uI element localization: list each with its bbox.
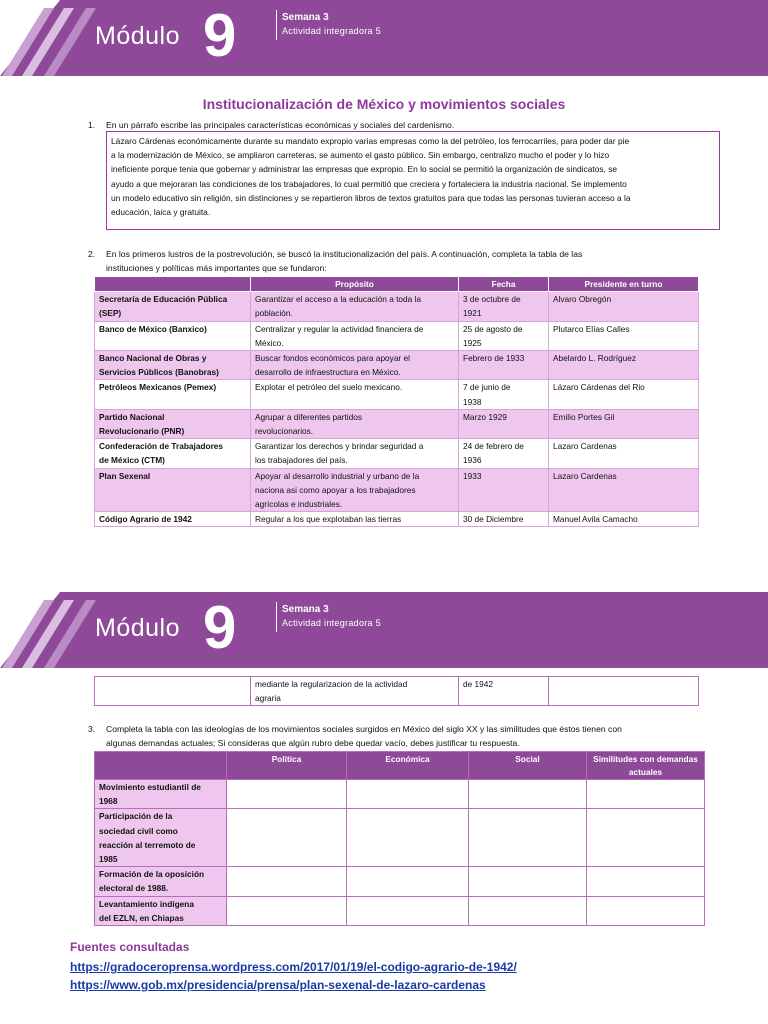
table-row <box>95 321 699 350</box>
table-cell <box>549 677 699 706</box>
answer-line: ineficiente porque tenia que gobernar y administrar las empresas que expropio. En lo social se permitió la organización de sindicatos, se <box>111 164 618 175</box>
cell-line: 3 de octubre de <box>463 294 521 305</box>
cell-line: Garantizar el acceso a la educación a toda la <box>255 294 422 305</box>
table-cell <box>95 321 251 350</box>
cell-line: Secretaría de Educación Pública <box>99 294 228 305</box>
table-row <box>95 809 705 867</box>
cell-line: naciona asi como apoyar a los trabajadores <box>255 484 416 495</box>
cell-line: Buscar fondos económicos para apoyar el <box>255 353 410 364</box>
divider <box>276 602 277 632</box>
empty-answer-cell[interactable] <box>469 896 587 925</box>
col-header: Propósito <box>251 277 459 292</box>
cell-line: Febrero de 1933 <box>463 353 525 364</box>
cell-line: Petróleos Mexicanos (Pemex) <box>99 382 217 393</box>
table-cell <box>459 380 549 409</box>
question-text: instituciones y políticas más importantes que se fundaron: <box>106 263 327 273</box>
table-row <box>95 351 699 380</box>
cell-line: Abelardo L. Rodríguez <box>553 353 637 364</box>
empty-answer-cell[interactable] <box>227 809 347 867</box>
cell-line: 1933 <box>463 470 482 481</box>
table-cell <box>459 468 549 512</box>
table-cell <box>459 321 549 350</box>
table-row <box>95 896 705 925</box>
empty-answer-cell[interactable] <box>227 896 347 925</box>
sources-heading: Fuentes consultadas <box>70 940 190 954</box>
table-row <box>95 409 699 438</box>
module-number: 9 <box>203 2 237 69</box>
cell-line: 25 de agosto de <box>463 323 523 334</box>
answer-line: ayudo a que mejoraran las condiciones de los trabajadores, lo cual permitió que creciera y fortaleciera la industria nacional. Se implemento <box>111 178 627 189</box>
question-text: En los primeros lustros de la postrevolución, se buscó la institucionalización del país. A continuación, completa la tabla de las <box>106 249 583 259</box>
table-cell <box>549 321 699 350</box>
cell-line: revolucionarios. <box>255 426 314 437</box>
table-cell <box>95 439 251 468</box>
table-cell <box>549 409 699 438</box>
table-row <box>95 512 699 527</box>
table-cell <box>459 439 549 468</box>
cell-line: Plutarco Elías Calles <box>553 323 630 334</box>
cell-line: 1925 <box>463 337 482 348</box>
cell-line: Formación de la oposición <box>99 869 205 880</box>
week-label: Semana 3 <box>282 604 329 615</box>
empty-answer-cell[interactable] <box>587 809 705 867</box>
col-header <box>95 277 251 292</box>
row-header <box>95 896 227 925</box>
table-row <box>95 468 699 512</box>
table-cell <box>251 677 459 706</box>
col-header <box>95 752 227 780</box>
table-cell <box>459 677 549 706</box>
table-row <box>95 380 699 409</box>
table-cell <box>251 351 459 380</box>
cell-line: (SEP) <box>99 308 122 319</box>
cell-line: desarrollo de infraestructura en México. <box>255 367 401 378</box>
cell-line: Alvaro Obregón <box>553 294 612 305</box>
empty-answer-cell[interactable] <box>227 867 347 896</box>
table-cell <box>549 439 699 468</box>
cell-line: 1985 <box>99 854 118 865</box>
cell-line: agrícolas e industriales. <box>255 499 343 510</box>
cell-line: de México (CTM) <box>99 455 165 466</box>
question-number: 3. <box>88 724 96 734</box>
source-link-1[interactable]: https://gradoceroprensa.wordpress.com/2017/01/19/el-codigo-agrario-de-1942/ <box>70 960 517 974</box>
table-cell <box>251 512 459 527</box>
divider <box>276 10 277 40</box>
cell-line: Movimiento estudiantil de <box>99 782 201 792</box>
table-cell <box>459 512 549 527</box>
table-cell <box>95 677 251 706</box>
module-label: Módulo <box>95 614 180 642</box>
cell-line: del EZLN, en Chiapas <box>99 912 184 923</box>
cell-line: Manuel Avila Camacho <box>553 514 638 525</box>
empty-answer-cell[interactable] <box>587 896 705 925</box>
cell-line: Regular a los que explotaban las tierras <box>255 514 402 525</box>
cell-line: Servicios Públicos (Banobras) <box>99 367 219 378</box>
table-cell <box>251 321 459 350</box>
cell-line: los trabajadores del país. <box>255 455 348 466</box>
empty-answer-cell[interactable] <box>469 780 587 809</box>
cell-line: Centralizar y regular la actividad financiera de <box>255 323 424 334</box>
answer-line: educación, laica y gratuita. <box>111 207 211 218</box>
cell-line: Participación de la <box>99 811 173 822</box>
institutions-table-continued <box>94 676 699 706</box>
col-header: Económica <box>347 752 469 780</box>
row-header <box>95 809 227 867</box>
cell-line: 30 de Diciembre <box>463 514 524 525</box>
cell-line: agraria <box>255 693 281 704</box>
cell-line: Levantamiento indígena <box>99 898 194 909</box>
module-banner <box>0 0 768 76</box>
cell-line: 1938 <box>463 396 482 407</box>
col-header: Fecha <box>459 277 549 292</box>
answer-line: Lázaro Cárdenas económicamente durante su mandato expropio varias empresas como la del petróleo, los ferrocarriles, para poder dar pie <box>111 136 630 146</box>
question-number: 1. <box>88 120 96 130</box>
answer-box[interactable] <box>106 131 720 230</box>
activity-label: Actividad integradora 5 <box>282 618 381 628</box>
table-row <box>95 780 705 809</box>
module-label: Módulo <box>95 22 180 50</box>
row-header <box>95 867 227 896</box>
empty-answer-cell[interactable] <box>347 809 469 867</box>
table-cell <box>251 468 459 512</box>
table-cell <box>251 409 459 438</box>
cell-line: México. <box>255 337 284 348</box>
empty-answer-cell[interactable] <box>347 867 469 896</box>
institutions-table <box>94 276 699 527</box>
cell-line: Plan Sexenal <box>99 470 151 481</box>
empty-answer-cell[interactable] <box>469 809 587 867</box>
table-row <box>95 292 699 321</box>
cell-line: Lazaro Cardenas <box>553 441 617 452</box>
table-cell <box>459 351 549 380</box>
cell-line: sociedad civil como <box>99 825 178 836</box>
module-banner <box>0 592 768 668</box>
col-header: Presidente en turno <box>549 277 699 292</box>
source-link-2[interactable]: https://www.gob.mx/presidencia/prensa/plan-sexenal-de-lazaro-cardenas <box>70 978 486 992</box>
empty-answer-cell[interactable] <box>347 780 469 809</box>
empty-answer-cell[interactable] <box>469 867 587 896</box>
cell-line: Código Agrario de 1942 <box>99 514 192 525</box>
cell-line: electoral de 1988. <box>99 883 169 894</box>
question-text: En un párrafo escribe las principales características económicas y sociales del cardenismo. <box>106 120 455 130</box>
table-cell <box>95 351 251 380</box>
cell-line: Emilio Portes Gil <box>553 411 615 422</box>
table-cell <box>251 439 459 468</box>
cell-line: Explotar el petróleo del suelo mexicano. <box>255 382 403 393</box>
empty-answer-cell[interactable] <box>227 780 347 809</box>
cell-line: 1968 <box>99 796 118 807</box>
cell-line: Confederación de Trabajadores <box>99 441 224 452</box>
cell-line: 24 de febrero de <box>463 441 524 452</box>
table-cell <box>95 512 251 527</box>
table-cell <box>95 468 251 512</box>
table-cell <box>549 468 699 512</box>
table-cell <box>459 292 549 321</box>
answer-line: a la modernización de México, se ampliaron carreteras, se aumento el gasto público. Sin embargo, centralizo mucho el poder y lo hizo <box>111 150 610 161</box>
table-cell <box>549 380 699 409</box>
col-header: Social <box>469 752 587 780</box>
cell-line: reacción al terremoto de <box>99 839 196 850</box>
table-row <box>95 867 705 896</box>
cell-line: Garantizar los derechos y brindar seguridad a <box>255 441 424 452</box>
table-row <box>95 677 699 706</box>
cell-line: población. <box>255 308 293 319</box>
table-cell <box>459 409 549 438</box>
row-header <box>95 780 227 809</box>
cell-line: 7 de junio de <box>463 382 511 393</box>
cell-line: Apoyar al desarrollo industrial y urbano de la <box>255 470 420 481</box>
cell-line: 1936 <box>463 455 482 466</box>
activity-label: Actividad integradora 5 <box>282 26 381 36</box>
cell-line: Partido Nacional <box>99 411 165 422</box>
table-cell <box>95 409 251 438</box>
cell-line: Banco Nacional de Obras y <box>99 353 207 364</box>
table-cell <box>95 380 251 409</box>
cell-line: Revolucionario (PNR) <box>99 426 185 437</box>
question-number: 2. <box>88 249 96 259</box>
cell-line: mediante la regularizacion de la actividad <box>255 679 408 689</box>
col-header: Similitudes con demandas actuales <box>587 752 705 780</box>
table-cell <box>549 351 699 380</box>
week-label: Semana 3 <box>282 12 329 23</box>
table-cell <box>549 512 699 527</box>
empty-answer-cell[interactable] <box>347 896 469 925</box>
movements-table <box>94 751 705 926</box>
table-row <box>95 439 699 468</box>
table-cell <box>251 292 459 321</box>
answer-line: un modelo educativo sin religión, sin distinciones y se repartieron libros de textos gratuitos para que todas las personas tuvieran acceso a la <box>111 192 631 203</box>
empty-answer-cell[interactable] <box>587 780 705 809</box>
col-header: Política <box>227 752 347 780</box>
table-cell <box>251 380 459 409</box>
cell-line: de 1942 <box>463 679 493 689</box>
cell-line: Agrupar a diferentes partidos <box>255 411 363 422</box>
cell-line: Banco de México (Banxico) <box>99 323 207 334</box>
table-cell <box>95 292 251 321</box>
module-number: 9 <box>203 594 237 661</box>
question-text: algunas demandas actuales; Si consideras que algún rubro debe quedar vacío, debes justificar tu respuesta. <box>106 738 520 748</box>
cell-line: 1921 <box>463 308 482 319</box>
cell-line: Lázaro Cárdenas del Rio <box>553 382 645 393</box>
empty-answer-cell[interactable] <box>587 867 705 896</box>
cell-line: Marzo 1929 <box>463 411 507 422</box>
table-cell <box>549 292 699 321</box>
page-title: Institucionalización de México y movimientos sociales <box>202 96 566 112</box>
cell-line: Lazaro Cardenas <box>553 470 617 481</box>
question-text: Completa la tabla con las ideologías de los movimientos sociales surgidos en México del siglo XX y las similitudes que éstos tienen con <box>106 724 622 734</box>
